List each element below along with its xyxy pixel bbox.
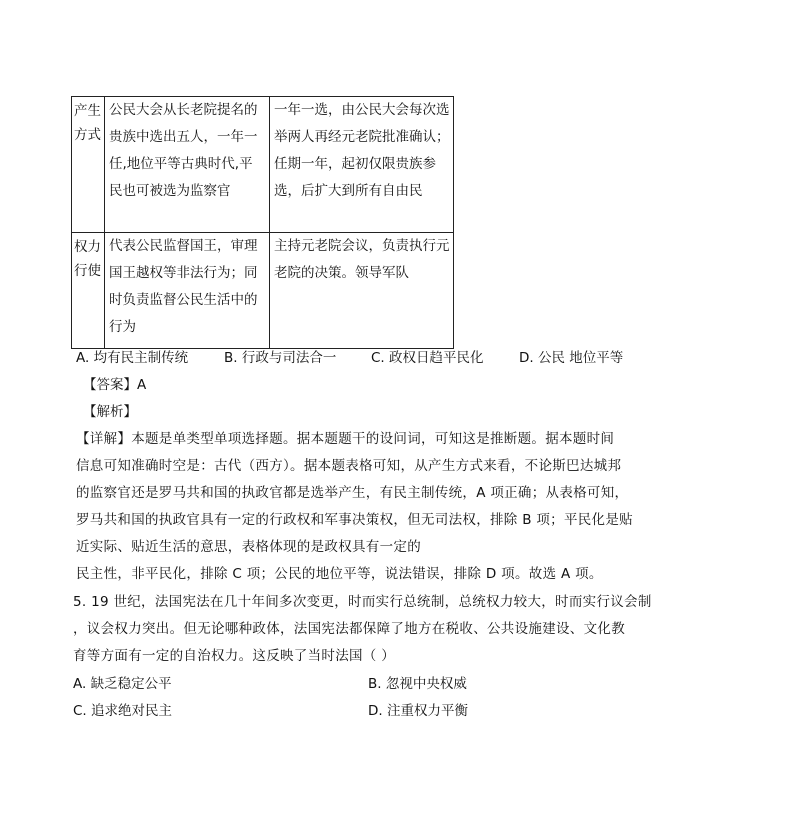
detail-line: 民主性，非平民化，排除 C 项；公民的地位平等，说法错误，排除 D 项。故选 A 项。 [76,566,603,582]
analysis-label: 【解析】 [83,404,137,420]
table-cell-consul-production: 一年一选，由公民大会每次选举两人再经元老院批准确认；任期一年，起初仅限贵族参选，后扩大到所有自由民 [270,97,454,233]
question5-line: 育等方面有一定的自治权力。这反映了当时法国（ ） [73,648,395,664]
detail-line: 信息可知准确时空是：古代（西方）。据本题表格可知，从产生方式来看，不论斯巴达城邦 [76,458,622,474]
question5-line: 5. 19 世纪，法国宪法在几十年间多次变更，时而实行总统制，总统权力较大，时而实行议会制 [73,594,652,610]
answer-value: A [137,377,147,393]
question4-options [76,348,656,370]
question5-options [73,671,673,725]
table-row [72,97,454,233]
option-c[interactable]: C. 政权日趋平民化 [371,350,484,366]
option-a[interactable]: A. 均有民主制传统 [76,350,189,366]
row-header-production-method: 产生方式 [72,97,105,233]
q5-option-a[interactable]: A. 缺乏稳定公平 [73,676,172,692]
q5-option-d[interactable]: D. 注重权力平衡 [368,703,468,719]
table-cell-ephor-power: 代表公民监督国王，审理国王越权等非法行为；同时负责监督公民生活中的行为 [105,233,270,349]
table-cell-ephor-production: 公民大会从长老院提名的贵族中选出五人，一年一任,地位平等古典时代,平民也可被选为监察官 [105,97,270,233]
table-cell-consul-power: 主持元老院会议，负责执行元老院的决策。领导军队 [270,233,454,349]
table-row [72,233,454,349]
option-d[interactable]: D. 公民 地位平等 [519,350,624,366]
options-row [73,671,673,698]
detail-paragraph [76,426,646,588]
q5-option-c[interactable]: C. 追求绝对民主 [73,703,173,719]
option-b[interactable]: B. 行政与司法合一 [224,350,337,366]
question5-line: ，议会权力突出。但无论哪种政体，法国宪法都保障了地方在税收、公共设施建设、文化教 [73,621,625,637]
comparison-table-wrapper [71,96,453,349]
question5-stem [73,589,652,670]
q5-option-b[interactable]: B. 忽视中央权威 [368,676,467,692]
detail-line: 罗马共和国的执政官具有一定的行政权和军事决策权，但无司法权，排除 B 项；平民化是贴 [76,512,633,528]
options-row [73,698,673,725]
detail-line: 的监察官还是罗马共和国的执政官都是选举产生，有民主制传统，A 项正确；从表格可知， [76,485,629,501]
row-header-power-exercise: 权力行使 [72,233,105,349]
comparison-table [71,96,454,349]
answer-line [83,374,146,396]
detail-line: 【详解】本题是单类型单项选择题。据本题题干的设问词，可知这是推断题。据本题时间 [76,431,615,447]
detail-line: 近实际、贴近生活的意思，表格体现的是政权具有一定的 [76,539,421,555]
answer-label: 【答案】 [83,377,137,393]
